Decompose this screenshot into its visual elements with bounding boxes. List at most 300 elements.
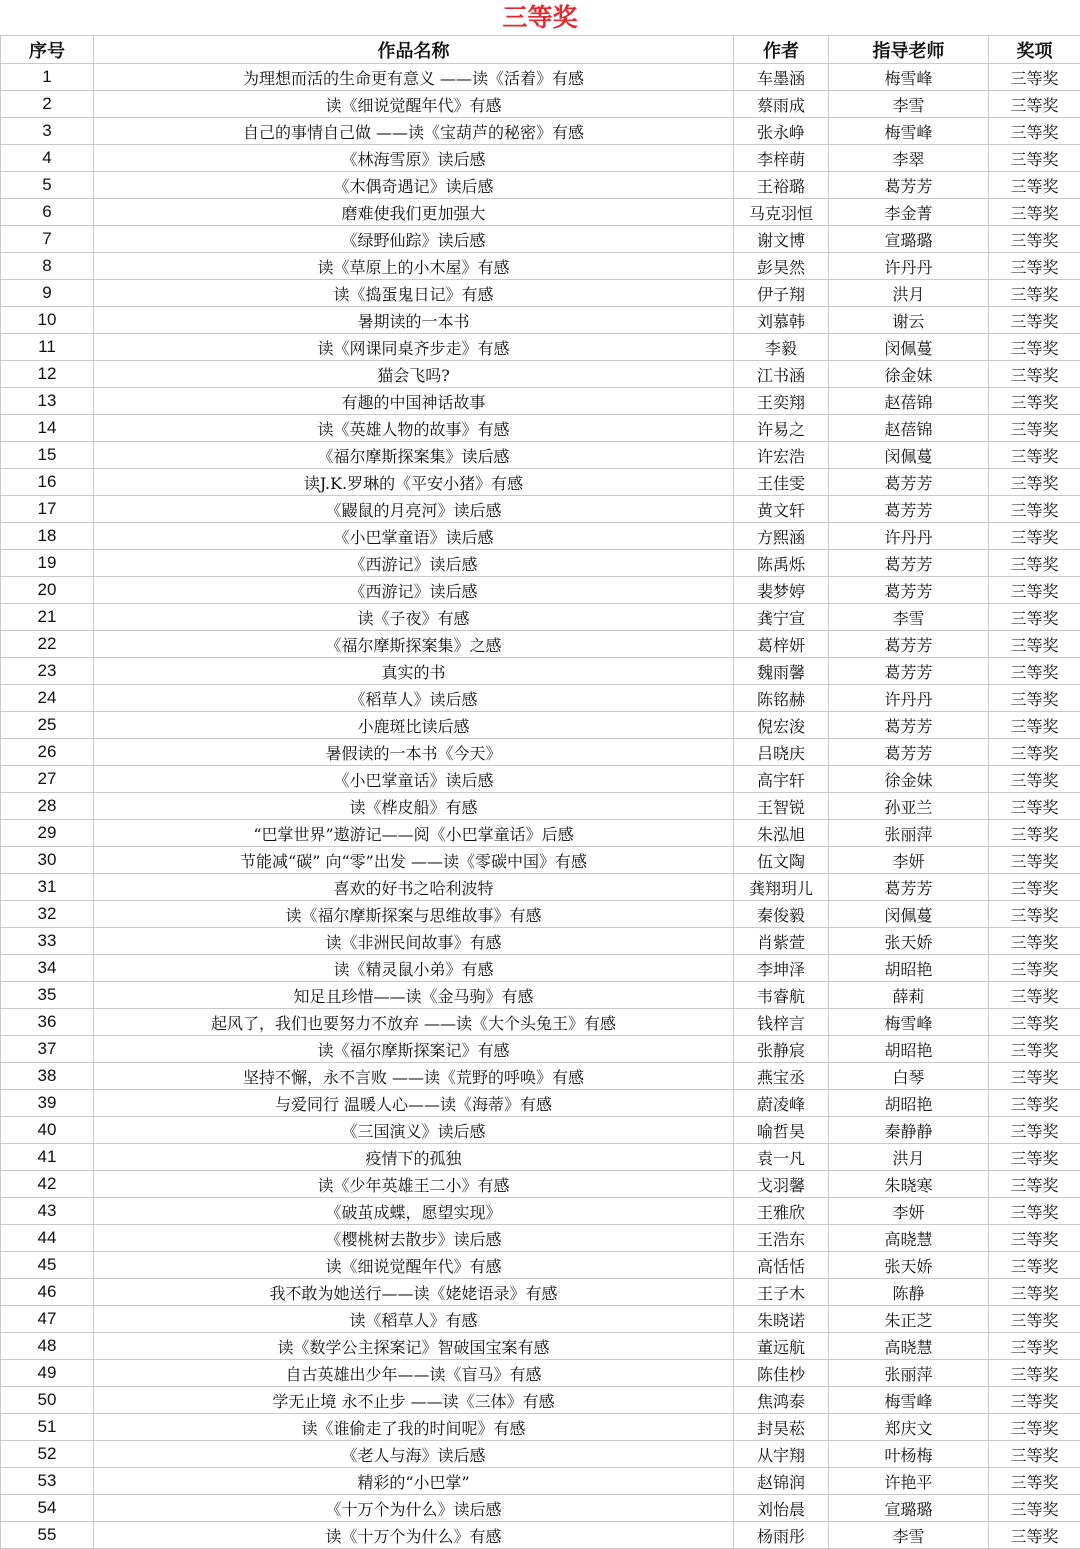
table-row	[1, 1360, 1080, 1387]
cell-work-title: 真实的书	[94, 658, 734, 685]
cell-number: 50	[1, 1387, 94, 1414]
cell-author: 李梓萌	[734, 145, 829, 172]
cell-teacher: 李雪	[829, 1522, 989, 1549]
table-row	[1, 253, 1080, 280]
cell-teacher: 张天娇	[829, 928, 989, 955]
cell-work-title: 读J.K.罗琳的《平安小猪》有感	[94, 469, 734, 496]
cell-teacher: 许艳平	[829, 1468, 989, 1495]
table-row	[1, 739, 1080, 766]
cell-work-title: 坚持不懈，永不言败 ——读《荒野的呼唤》有感	[94, 1063, 734, 1090]
table-row	[1, 226, 1080, 253]
cell-author: 陈铭赫	[734, 685, 829, 712]
cell-teacher: 李妍	[829, 847, 989, 874]
cell-award: 三等奖	[989, 91, 1080, 118]
table-row	[1, 793, 1080, 820]
cell-award: 三等奖	[989, 442, 1080, 469]
cell-award: 三等奖	[989, 982, 1080, 1009]
cell-award: 三等奖	[989, 1090, 1080, 1117]
cell-work-title: 自己的事情自己做 ——读《宝葫芦的秘密》有感	[94, 118, 734, 145]
cell-number: 10	[1, 307, 94, 334]
cell-work-title: 读《子夜》有感	[94, 604, 734, 631]
table-row	[1, 469, 1080, 496]
cell-number: 34	[1, 955, 94, 982]
cell-work-title: 读《草原上的小木屋》有感	[94, 253, 734, 280]
page-title: 三等奖	[0, 0, 1080, 35]
table-row	[1, 1522, 1080, 1549]
cell-work-title: 《小巴掌童话》读后感	[94, 766, 734, 793]
cell-work-title: 《木偶奇遇记》读后感	[94, 172, 734, 199]
cell-award: 三等奖	[989, 739, 1080, 766]
cell-award: 三等奖	[989, 1009, 1080, 1036]
cell-award: 三等奖	[989, 253, 1080, 280]
cell-award: 三等奖	[989, 172, 1080, 199]
cell-teacher: 葛芳芳	[829, 496, 989, 523]
cell-number: 53	[1, 1468, 94, 1495]
table-row	[1, 901, 1080, 928]
table-row	[1, 1090, 1080, 1117]
cell-award: 三等奖	[989, 1441, 1080, 1468]
cell-work-title: 读《谁偷走了我的时间呢》有感	[94, 1414, 734, 1441]
cell-award: 三等奖	[989, 577, 1080, 604]
cell-number: 5	[1, 172, 94, 199]
cell-teacher: 朱正芝	[829, 1306, 989, 1333]
cell-teacher: 宣璐璐	[829, 226, 989, 253]
cell-teacher: 白琴	[829, 1063, 989, 1090]
header-author: 作者	[734, 36, 829, 64]
cell-work-title: 《老人与海》读后感	[94, 1441, 734, 1468]
cell-award: 三等奖	[989, 685, 1080, 712]
cell-work-title: 读《英雄人物的故事》有感	[94, 415, 734, 442]
cell-author: 高恬恬	[734, 1252, 829, 1279]
cell-work-title: 读《桦皮船》有感	[94, 793, 734, 820]
cell-number: 36	[1, 1009, 94, 1036]
cell-award: 三等奖	[989, 847, 1080, 874]
cell-number: 39	[1, 1090, 94, 1117]
cell-number: 51	[1, 1414, 94, 1441]
cell-award: 三等奖	[989, 1198, 1080, 1225]
cell-award: 三等奖	[989, 874, 1080, 901]
cell-author: 许宏浩	[734, 442, 829, 469]
cell-work-title: 为理想而活的生命更有意义 ——读《活着》有感	[94, 64, 734, 91]
cell-work-title: 《林海雪原》读后感	[94, 145, 734, 172]
cell-author: 龚宁宣	[734, 604, 829, 631]
cell-teacher: 梅雪峰	[829, 1387, 989, 1414]
cell-teacher: 胡昭艳	[829, 1036, 989, 1063]
cell-author: 戈羽馨	[734, 1171, 829, 1198]
cell-author: 葛梓妍	[734, 631, 829, 658]
cell-work-title: 《十万个为什么》读后感	[94, 1495, 734, 1522]
table-row	[1, 118, 1080, 145]
cell-award: 三等奖	[989, 1117, 1080, 1144]
cell-number: 28	[1, 793, 94, 820]
cell-teacher: 梅雪峰	[829, 1009, 989, 1036]
cell-work-title: 猫会飞吗?	[94, 361, 734, 388]
cell-award: 三等奖	[989, 1144, 1080, 1171]
table-row	[1, 928, 1080, 955]
cell-number: 14	[1, 415, 94, 442]
cell-teacher: 胡昭艳	[829, 955, 989, 982]
table-row	[1, 280, 1080, 307]
cell-teacher: 张丽萍	[829, 1360, 989, 1387]
table-row	[1, 1198, 1080, 1225]
table-row	[1, 712, 1080, 739]
cell-work-title: 《西游记》读后感	[94, 550, 734, 577]
cell-author: 韦睿航	[734, 982, 829, 1009]
table-row	[1, 1468, 1080, 1495]
cell-teacher: 秦静静	[829, 1117, 989, 1144]
table-row	[1, 172, 1080, 199]
cell-award: 三等奖	[989, 1036, 1080, 1063]
cell-award: 三等奖	[989, 199, 1080, 226]
table-row	[1, 307, 1080, 334]
cell-work-title: 与爱同行 温暖人心——读《海蒂》有感	[94, 1090, 734, 1117]
cell-number: 18	[1, 523, 94, 550]
cell-number: 11	[1, 334, 94, 361]
cell-author: 蔚凌峰	[734, 1090, 829, 1117]
cell-award: 三等奖	[989, 901, 1080, 928]
cell-teacher: 朱晓寒	[829, 1171, 989, 1198]
cell-work-title: 读《少年英雄王二小》有感	[94, 1171, 734, 1198]
cell-author: 伍文陶	[734, 847, 829, 874]
cell-number: 23	[1, 658, 94, 685]
cell-author: 秦俊毅	[734, 901, 829, 928]
cell-number: 4	[1, 145, 94, 172]
cell-work-title: 读《细说觉醒年代》有感	[94, 1252, 734, 1279]
header-row	[1, 36, 1080, 64]
cell-author: 倪宏浚	[734, 712, 829, 739]
table-row	[1, 1495, 1080, 1522]
cell-award: 三等奖	[989, 1225, 1080, 1252]
cell-number: 49	[1, 1360, 94, 1387]
cell-number: 8	[1, 253, 94, 280]
table-row	[1, 1306, 1080, 1333]
cell-number: 9	[1, 280, 94, 307]
cell-teacher: 赵蓓锦	[829, 388, 989, 415]
cell-number: 6	[1, 199, 94, 226]
cell-award: 三等奖	[989, 1306, 1080, 1333]
cell-author: 燕宝丞	[734, 1063, 829, 1090]
cell-work-title: 节能减“碳” 向“零”出发 ——读《零碳中国》有感	[94, 847, 734, 874]
cell-award: 三等奖	[989, 658, 1080, 685]
table-row	[1, 91, 1080, 118]
cell-teacher: 高晓慧	[829, 1333, 989, 1360]
cell-teacher: 李雪	[829, 604, 989, 631]
table-row	[1, 658, 1080, 685]
table-row	[1, 199, 1080, 226]
cell-teacher: 梅雪峰	[829, 64, 989, 91]
cell-award: 三等奖	[989, 226, 1080, 253]
cell-number: 45	[1, 1252, 94, 1279]
table-body	[1, 64, 1080, 1549]
cell-teacher: 洪月	[829, 280, 989, 307]
table-row	[1, 1441, 1080, 1468]
table-row	[1, 955, 1080, 982]
table-row	[1, 550, 1080, 577]
cell-author: 王智锐	[734, 793, 829, 820]
cell-award: 三等奖	[989, 766, 1080, 793]
cell-work-title: 《西游记》读后感	[94, 577, 734, 604]
cell-teacher: 徐金妹	[829, 766, 989, 793]
table-row	[1, 442, 1080, 469]
cell-teacher: 谢云	[829, 307, 989, 334]
cell-teacher: 葛芳芳	[829, 658, 989, 685]
cell-award: 三等奖	[989, 523, 1080, 550]
table-row	[1, 145, 1080, 172]
table-row	[1, 1333, 1080, 1360]
table-row	[1, 874, 1080, 901]
cell-award: 三等奖	[989, 1279, 1080, 1306]
cell-author: 王佳雯	[734, 469, 829, 496]
cell-number: 46	[1, 1279, 94, 1306]
cell-award: 三等奖	[989, 145, 1080, 172]
cell-number: 52	[1, 1441, 94, 1468]
cell-author: 董远航	[734, 1333, 829, 1360]
cell-work-title: 读《福尔摩斯探案与思维故事》有感	[94, 901, 734, 928]
cell-number: 15	[1, 442, 94, 469]
cell-author: 魏雨馨	[734, 658, 829, 685]
cell-teacher: 许丹丹	[829, 253, 989, 280]
cell-award: 三等奖	[989, 793, 1080, 820]
cell-work-title: 《福尔摩斯探案集》读后感	[94, 442, 734, 469]
cell-number: 44	[1, 1225, 94, 1252]
table-row	[1, 820, 1080, 847]
cell-author: 喻哲昊	[734, 1117, 829, 1144]
cell-author: 方熙涵	[734, 523, 829, 550]
cell-work-title: 知足且珍惜——读《金马驹》有感	[94, 982, 734, 1009]
cell-award: 三等奖	[989, 1468, 1080, 1495]
cell-author: 谢文博	[734, 226, 829, 253]
cell-number: 24	[1, 685, 94, 712]
cell-award: 三等奖	[989, 496, 1080, 523]
cell-teacher: 陈静	[829, 1279, 989, 1306]
cell-number: 42	[1, 1171, 94, 1198]
cell-work-title: 疫情下的孤独	[94, 1144, 734, 1171]
table-row	[1, 685, 1080, 712]
cell-teacher: 梅雪峰	[829, 118, 989, 145]
cell-number: 16	[1, 469, 94, 496]
cell-number: 37	[1, 1036, 94, 1063]
cell-teacher: 高晓慧	[829, 1225, 989, 1252]
cell-author: 马克羽恒	[734, 199, 829, 226]
cell-number: 31	[1, 874, 94, 901]
cell-number: 38	[1, 1063, 94, 1090]
cell-work-title: 起风了，我们也要努力不放弃 ——读《大个头兔王》有感	[94, 1009, 734, 1036]
cell-author: 朱晓诺	[734, 1306, 829, 1333]
cell-award: 三等奖	[989, 415, 1080, 442]
cell-number: 26	[1, 739, 94, 766]
cell-teacher: 闵佩蔓	[829, 901, 989, 928]
cell-work-title: 我不敢为她送行——读《姥姥语录》有感	[94, 1279, 734, 1306]
cell-award: 三等奖	[989, 1522, 1080, 1549]
cell-teacher: 洪月	[829, 1144, 989, 1171]
cell-teacher: 宣璐璐	[829, 1495, 989, 1522]
table-row	[1, 1252, 1080, 1279]
cell-author: 陈佳杪	[734, 1360, 829, 1387]
table-row	[1, 1414, 1080, 1441]
cell-teacher: 薛莉	[829, 982, 989, 1009]
cell-number: 41	[1, 1144, 94, 1171]
cell-number: 2	[1, 91, 94, 118]
cell-number: 12	[1, 361, 94, 388]
cell-work-title: “巴掌世界”遨游记——阅《小巴掌童话》后感	[94, 820, 734, 847]
cell-number: 1	[1, 64, 94, 91]
cell-award: 三等奖	[989, 1171, 1080, 1198]
cell-author: 朱泓旭	[734, 820, 829, 847]
cell-author: 高宇轩	[734, 766, 829, 793]
table-row	[1, 1279, 1080, 1306]
cell-author: 刘怡晨	[734, 1495, 829, 1522]
cell-award: 三等奖	[989, 64, 1080, 91]
cell-teacher: 葛芳芳	[829, 577, 989, 604]
cell-work-title: 有趣的中国神话故事	[94, 388, 734, 415]
cell-teacher: 葛芳芳	[829, 550, 989, 577]
cell-work-title: 《鼹鼠的月亮河》读后感	[94, 496, 734, 523]
cell-number: 33	[1, 928, 94, 955]
cell-author: 车墨涵	[734, 64, 829, 91]
cell-author: 张永峥	[734, 118, 829, 145]
cell-number: 35	[1, 982, 94, 1009]
awards-table	[0, 35, 1080, 1549]
cell-author: 杨雨彤	[734, 1522, 829, 1549]
cell-teacher: 李雪	[829, 91, 989, 118]
cell-work-title: 自古英雄出少年——读《盲马》有感	[94, 1360, 734, 1387]
cell-work-title: 《福尔摩斯探案集》之感	[94, 631, 734, 658]
cell-teacher: 葛芳芳	[829, 874, 989, 901]
cell-award: 三等奖	[989, 1414, 1080, 1441]
cell-award: 三等奖	[989, 550, 1080, 577]
cell-teacher: 许丹丹	[829, 523, 989, 550]
cell-work-title: 学无止境 永不止步 ——读《三体》有感	[94, 1387, 734, 1414]
cell-author: 张静宸	[734, 1036, 829, 1063]
table-row	[1, 496, 1080, 523]
cell-award: 三等奖	[989, 307, 1080, 334]
cell-author: 从宇翔	[734, 1441, 829, 1468]
header-teacher: 指导老师	[829, 36, 989, 64]
cell-teacher: 郑庆文	[829, 1414, 989, 1441]
cell-work-title: 暑期读的一本书	[94, 307, 734, 334]
header-work-title: 作品名称	[94, 36, 734, 64]
table-row	[1, 1387, 1080, 1414]
table-row	[1, 361, 1080, 388]
cell-work-title: 读《捣蛋鬼日记》有感	[94, 280, 734, 307]
cell-author: 裴梦婷	[734, 577, 829, 604]
cell-work-title: 精彩的“小巴掌”	[94, 1468, 734, 1495]
cell-teacher: 许丹丹	[829, 685, 989, 712]
cell-teacher: 葛芳芳	[829, 631, 989, 658]
cell-author: 焦鸿泰	[734, 1387, 829, 1414]
cell-work-title: 磨难使我们更加强大	[94, 199, 734, 226]
cell-award: 三等奖	[989, 469, 1080, 496]
cell-teacher: 李翠	[829, 145, 989, 172]
cell-author: 王奕翔	[734, 388, 829, 415]
table-row	[1, 1117, 1080, 1144]
cell-author: 王子木	[734, 1279, 829, 1306]
table-row	[1, 1009, 1080, 1036]
cell-work-title: 读《网课同桌齐步走》有感	[94, 334, 734, 361]
table-row	[1, 1171, 1080, 1198]
header-award: 奖项	[989, 36, 1080, 64]
cell-number: 29	[1, 820, 94, 847]
cell-work-title: 读《细说觉醒年代》有感	[94, 91, 734, 118]
cell-award: 三等奖	[989, 361, 1080, 388]
cell-work-title: 《樱桃树去散步》读后感	[94, 1225, 734, 1252]
table-row	[1, 982, 1080, 1009]
cell-author: 李坤泽	[734, 955, 829, 982]
cell-teacher: 葛芳芳	[829, 172, 989, 199]
cell-teacher: 叶杨梅	[829, 1441, 989, 1468]
cell-number: 20	[1, 577, 94, 604]
cell-award: 三等奖	[989, 928, 1080, 955]
cell-teacher: 葛芳芳	[829, 469, 989, 496]
cell-work-title: 《稻草人》读后感	[94, 685, 734, 712]
cell-work-title: 读《非洲民间故事》有感	[94, 928, 734, 955]
table-row	[1, 1144, 1080, 1171]
cell-award: 三等奖	[989, 1387, 1080, 1414]
cell-author: 伊子翔	[734, 280, 829, 307]
cell-author: 吕晓庆	[734, 739, 829, 766]
cell-teacher: 李金菁	[829, 199, 989, 226]
cell-work-title: 读《数学公主探案记》智破国宝案有感	[94, 1333, 734, 1360]
cell-number: 54	[1, 1495, 94, 1522]
cell-award: 三等奖	[989, 1360, 1080, 1387]
cell-author: 王裕璐	[734, 172, 829, 199]
cell-award: 三等奖	[989, 631, 1080, 658]
cell-author: 封昊菘	[734, 1414, 829, 1441]
cell-number: 3	[1, 118, 94, 145]
cell-number: 47	[1, 1306, 94, 1333]
cell-award: 三等奖	[989, 604, 1080, 631]
cell-author: 龚翔玥儿	[734, 874, 829, 901]
cell-work-title: 《绿野仙踪》读后感	[94, 226, 734, 253]
cell-teacher: 葛芳芳	[829, 739, 989, 766]
cell-author: 江书涵	[734, 361, 829, 388]
cell-teacher: 孙亚兰	[829, 793, 989, 820]
table-row	[1, 523, 1080, 550]
cell-award: 三等奖	[989, 334, 1080, 361]
table-row	[1, 64, 1080, 91]
cell-teacher: 徐金妹	[829, 361, 989, 388]
cell-award: 三等奖	[989, 118, 1080, 145]
cell-author: 陈禹烁	[734, 550, 829, 577]
table-row	[1, 1036, 1080, 1063]
cell-teacher: 葛芳芳	[829, 712, 989, 739]
cell-work-title: 《破茧成蝶，愿望实现》	[94, 1198, 734, 1225]
cell-award: 三等奖	[989, 1063, 1080, 1090]
cell-work-title: 小鹿斑比读后感	[94, 712, 734, 739]
cell-teacher: 闵佩蔓	[829, 334, 989, 361]
cell-award: 三等奖	[989, 280, 1080, 307]
table-row	[1, 631, 1080, 658]
cell-author: 肖紫萱	[734, 928, 829, 955]
cell-number: 43	[1, 1198, 94, 1225]
cell-author: 钱梓言	[734, 1009, 829, 1036]
cell-award: 三等奖	[989, 712, 1080, 739]
cell-number: 7	[1, 226, 94, 253]
cell-work-title: 《小巴掌童语》读后感	[94, 523, 734, 550]
cell-work-title: 读《精灵鼠小弟》有感	[94, 955, 734, 982]
cell-teacher: 张丽萍	[829, 820, 989, 847]
cell-author: 李毅	[734, 334, 829, 361]
cell-teacher: 闵佩蔓	[829, 442, 989, 469]
cell-number: 40	[1, 1117, 94, 1144]
cell-award: 三等奖	[989, 1495, 1080, 1522]
table-row	[1, 334, 1080, 361]
cell-work-title: 读《福尔摩斯探案记》有感	[94, 1036, 734, 1063]
cell-number: 55	[1, 1522, 94, 1549]
cell-teacher: 赵蓓锦	[829, 415, 989, 442]
cell-award: 三等奖	[989, 1333, 1080, 1360]
header-number: 序号	[1, 36, 94, 64]
